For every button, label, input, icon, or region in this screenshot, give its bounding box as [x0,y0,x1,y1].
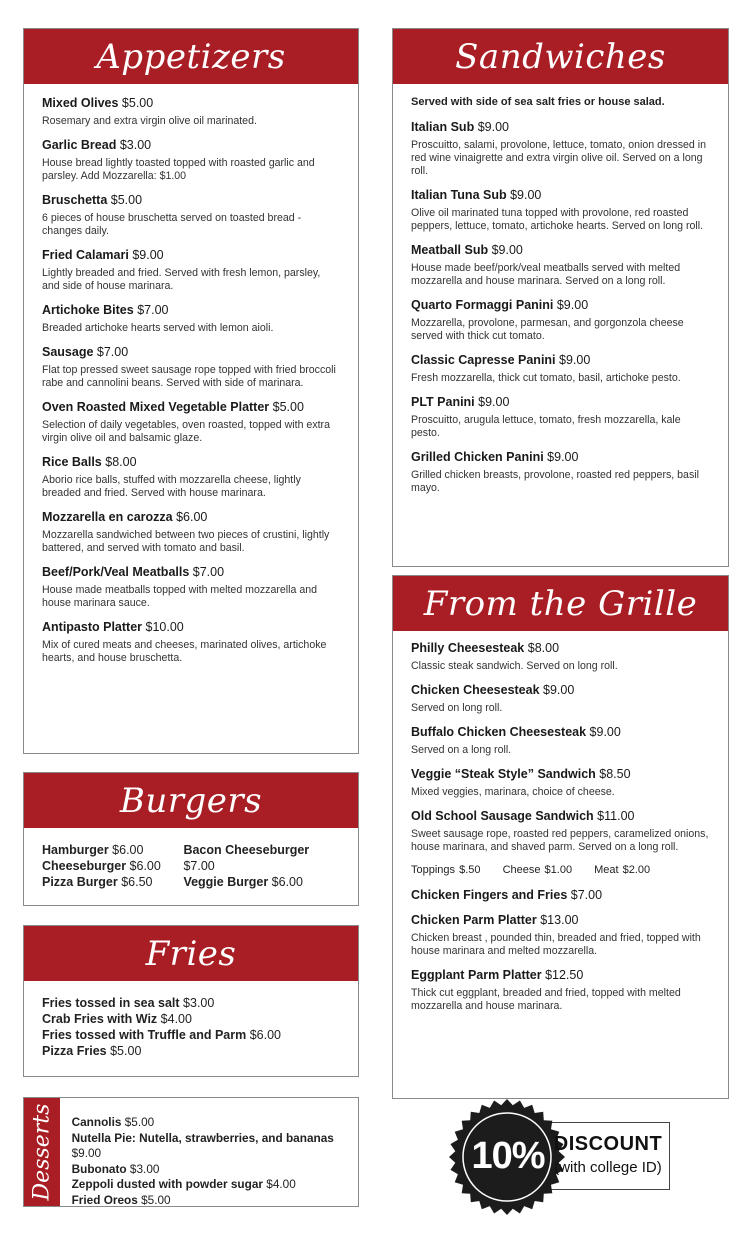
item-name: Mixed Olives [42,96,119,110]
item-price: $9.00 [491,243,523,257]
item-price: $9.00 [478,395,510,409]
menu-item [42,96,340,128]
item-price: $9.00 [71,1146,102,1160]
item-price: $9.00 [132,248,164,262]
menu-item [411,913,710,958]
menu-item [42,345,340,390]
item-name: Meatball Sub [411,243,489,257]
menu-item [42,1027,340,1043]
item-price: $12.50 [545,968,584,982]
item-price: $7.00 [570,888,603,902]
sandwiches-title: Sandwiches [393,29,728,84]
menu-item [411,353,710,385]
menu-item [42,193,340,238]
item-price: $9.00 [559,353,591,367]
item-description: House made meatballs topped with melted mozzarella and house marinara sauce. [42,584,317,609]
discount-amount: 10% [471,1135,545,1177]
item-price: $9.00 [589,725,621,739]
item-name: Crab Fries with Wiz [42,1012,158,1026]
item-price: $3.00 [183,996,215,1010]
item-name: Fries tossed with Truffle and Parm [42,1028,247,1042]
desserts-section [23,1097,359,1207]
item-description: Served on a long roll. [411,744,512,756]
item-price: $6.00 [112,843,144,857]
menu-item [42,858,183,874]
item-description: Olive oil marinated tuna topped with provolone, red roasted peppers, lettuce, tomato, artichoke hearts. Served on long roll. [411,207,704,232]
item-price: $8.50 [599,767,631,781]
menu-item [411,395,710,440]
item-name: Chicken Cheesesteak [411,683,540,697]
item-price: $9.00 [556,298,589,312]
item-price: $11.00 [597,809,635,823]
menu-item [411,725,710,757]
item-price: $5.00 [272,400,304,414]
menu-item [411,767,710,799]
item-name: PLT Panini [411,395,475,409]
item-price: $7.00 [183,859,215,873]
item-price: $8.00 [105,455,137,469]
menu-item [183,874,340,890]
item-description: House made beef/pork/veal meatballs served with melted mozzarella and house marinara. Served on a long roll. [411,262,681,287]
item-price: $10.00 [145,620,184,634]
item-name: Chicken Parm Platter [411,913,537,927]
item-name: Cannolis [71,1115,122,1129]
item-description: Flat top pressed sweet sausage rope topped with fried broccoli rabe and cannolini beans. Served with side of marinara. [42,364,336,389]
item-description: Classic steak sandwich. Served on long roll. [411,660,618,672]
item-name: Eggplant Parm Platter [411,968,542,982]
sandwiches-note: Served with side of sea salt fries or house salad. [411,96,665,108]
menu-item [42,1043,340,1059]
item-price: $9.00 [543,683,575,697]
item-description: Served on long roll. [411,702,503,714]
appetizers-title: Appetizers [24,29,358,84]
item-name: Sausage [42,345,94,359]
item-name: Artichoke Bites [42,303,134,317]
menu-item [42,248,340,293]
item-name: Old School Sausage Sandwich [411,809,594,823]
item-price: $5.00 [141,1192,171,1207]
menu-item [42,400,340,445]
item-name: Veggie “Steak Style” Sandwich [411,767,596,781]
cheese-price: Cheese $1.00 [502,864,573,876]
menu-item [42,874,183,890]
item-description: Proscuitto, salami, provolone, lettuce, tomato, onion dressed in red wine vinaigrette and extra virgin olive oil. Served on a long roll. [411,139,707,177]
item-description: 6 pieces of house bruschetta served on toasted bread - changes daily. [42,212,302,237]
meat-price: Meat $2.00 [594,864,651,876]
burgers-section [23,772,359,906]
item-price: $13.00 [540,913,579,927]
item-name: Bacon Cheeseburger [183,843,310,857]
menu-item [42,995,340,1011]
item-price: $4.00 [160,1012,192,1026]
menu-item [411,188,710,233]
item-price: $5.00 [124,1115,155,1129]
toppings-prices [411,864,710,876]
item-price: $6.50 [121,875,153,889]
item-name: Garlic Bread [42,138,117,152]
item-description: Mixed veggies, marinara, choice of cheese. [411,786,615,798]
menu-item [411,298,710,343]
item-price: $7.00 [137,303,169,317]
item-price: $5.00 [110,1044,142,1058]
item-name: Bubonato [71,1161,127,1176]
menu-item [72,1193,348,1209]
item-price: $6.00 [271,875,303,889]
item-price: $9.00 [477,120,509,134]
item-name: Quarto Formaggi Panini [411,298,554,312]
item-name: Pizza Fries [42,1044,107,1058]
menu-item [72,1131,348,1162]
item-description: Rosemary and extra virgin olive oil marinated. [42,115,257,127]
item-description: Aborio rice balls, stuffed with mozzarella cheese, lightly breaded and fried. Served with house marinara. [42,474,301,499]
item-name: Fries tossed in sea salt [42,996,180,1010]
menu-item [42,138,340,183]
item-description: Thick cut eggplant, breaded and fried, topped with melted mozzarella and house marinara. [411,987,681,1012]
menu-item [42,565,340,610]
item-price: $5.00 [121,96,154,110]
appetizers-section [23,28,359,754]
item-description: Selection of daily vegetables, oven roasted, topped with extra virgin olive oil and balsamic glaze. [42,419,330,444]
item-name: Fried Calamari [42,248,129,262]
menu-item [42,1011,340,1027]
item-name: Italian Tuna Sub [411,188,507,202]
item-price: $3.00 [129,1161,160,1176]
burgers-column [183,842,340,890]
item-price: $9.00 [510,188,542,202]
item-name: Philly Cheesesteak [411,641,525,655]
item-name: Cheeseburger [42,859,127,873]
menu-item [411,243,710,288]
menu-item [72,1162,348,1178]
item-description: Sweet sausage rope, roasted red peppers, caramelized onions, house marinara, and shaved parm. Served on a long roll. [411,828,709,853]
desserts-banner [24,1098,60,1206]
item-name: Beef/Pork/Veal Meatballs [42,565,190,579]
grille-section [392,575,729,1099]
item-price: $6.00 [176,510,208,524]
item-price: $5.00 [110,193,143,207]
menu-item [183,842,340,874]
item-price: $6.00 [249,1028,281,1042]
item-price: $7.00 [96,345,129,359]
item-name: Antipasto Platter [42,620,143,634]
item-description: House bread lightly toasted topped with roasted garlic and parsley. Add Mozzarella: $1.00 [42,157,315,182]
item-name: Italian Sub [411,120,475,134]
item-name: Veggie Burger [183,875,269,889]
menu-item [42,303,340,335]
item-description: Breaded artichoke hearts served with lemon aioli. [42,322,274,334]
item-price: $7.00 [192,565,225,579]
menu-item [411,888,710,903]
item-name: Chicken Fingers and Fries [411,888,568,902]
item-description: Lightly breaded and fried. Served with fresh lemon, parsley, and side of house marinara. [42,267,321,292]
menu-item [42,620,340,665]
burgers-column [42,842,183,890]
item-price: $4.00 [266,1177,296,1191]
item-price: $3.00 [119,138,152,152]
item-name: Rice Balls [42,455,102,469]
item-name: Bruschetta [42,193,108,207]
fries-section [23,925,359,1077]
item-name: Classic Capresse Panini [411,353,556,367]
toppings-price: Toppings $.50 [411,864,481,876]
item-description: Mozzarella, provolone, parmesan, and gorgonzola cheese served with thick cut tomato. [411,317,684,342]
item-name: Nutella Pie: Nutella, strawberries, and bananas [71,1130,334,1145]
item-description: Grilled chicken breasts, provolone, roasted red peppers, basil mayo. [411,469,699,494]
menu-item [411,809,710,854]
discount-subtitle: (with college ID) [554,1159,662,1176]
item-price: $9.00 [547,450,579,464]
menu-item [72,1177,348,1193]
burgers-title: Burgers [24,773,358,828]
desserts-title: Desserts [29,1103,55,1201]
item-name: Pizza Burger [42,875,118,889]
item-description: Mix of cured meats and cheeses, marinated olives, artichoke hearts, and house bruschetta. [42,639,327,664]
menu-item [42,510,340,555]
item-description: Proscuitto, arugula lettuce, tomato, fresh mozzarella, kale pesto. [411,414,681,439]
menu-item [411,450,710,495]
item-name: Oven Roasted Mixed Vegetable Platter [42,400,270,414]
sandwiches-section [392,28,729,567]
item-price: $6.00 [129,859,161,873]
item-description: Fresh mozzarella, thick cut tomato, basil, artichoke pesto. [411,372,681,384]
menu-item [411,968,710,1013]
fries-title: Fries [24,926,358,981]
grille-title: From the Grille [393,576,728,631]
menu-item [411,683,710,715]
menu-item [42,455,340,500]
item-price: $8.00 [527,641,560,655]
menu-item [72,1115,348,1131]
item-name: Zeppoli dusted with powder sugar [71,1177,263,1191]
discount-title: DISCOUNT [553,1133,663,1155]
menu-item [411,641,710,673]
item-name: Hamburger [42,843,109,857]
item-description: Chicken breast , pounded thin, breaded and fried, topped with house marinara and melted mozzarella. [411,932,701,957]
item-name: Mozzarella en carozza [42,510,173,524]
item-description: Mozzarella sandwiched between two pieces of crustini, lightly battered, and served with tomato and basil. [42,529,330,554]
discount-badge [448,1096,673,1224]
menu-item [42,842,183,858]
item-name: Buffalo Chicken Cheesesteak [411,725,587,739]
item-name: Fried Oreos [71,1192,138,1207]
menu-item [411,120,710,178]
item-name: Grilled Chicken Panini [411,450,544,464]
